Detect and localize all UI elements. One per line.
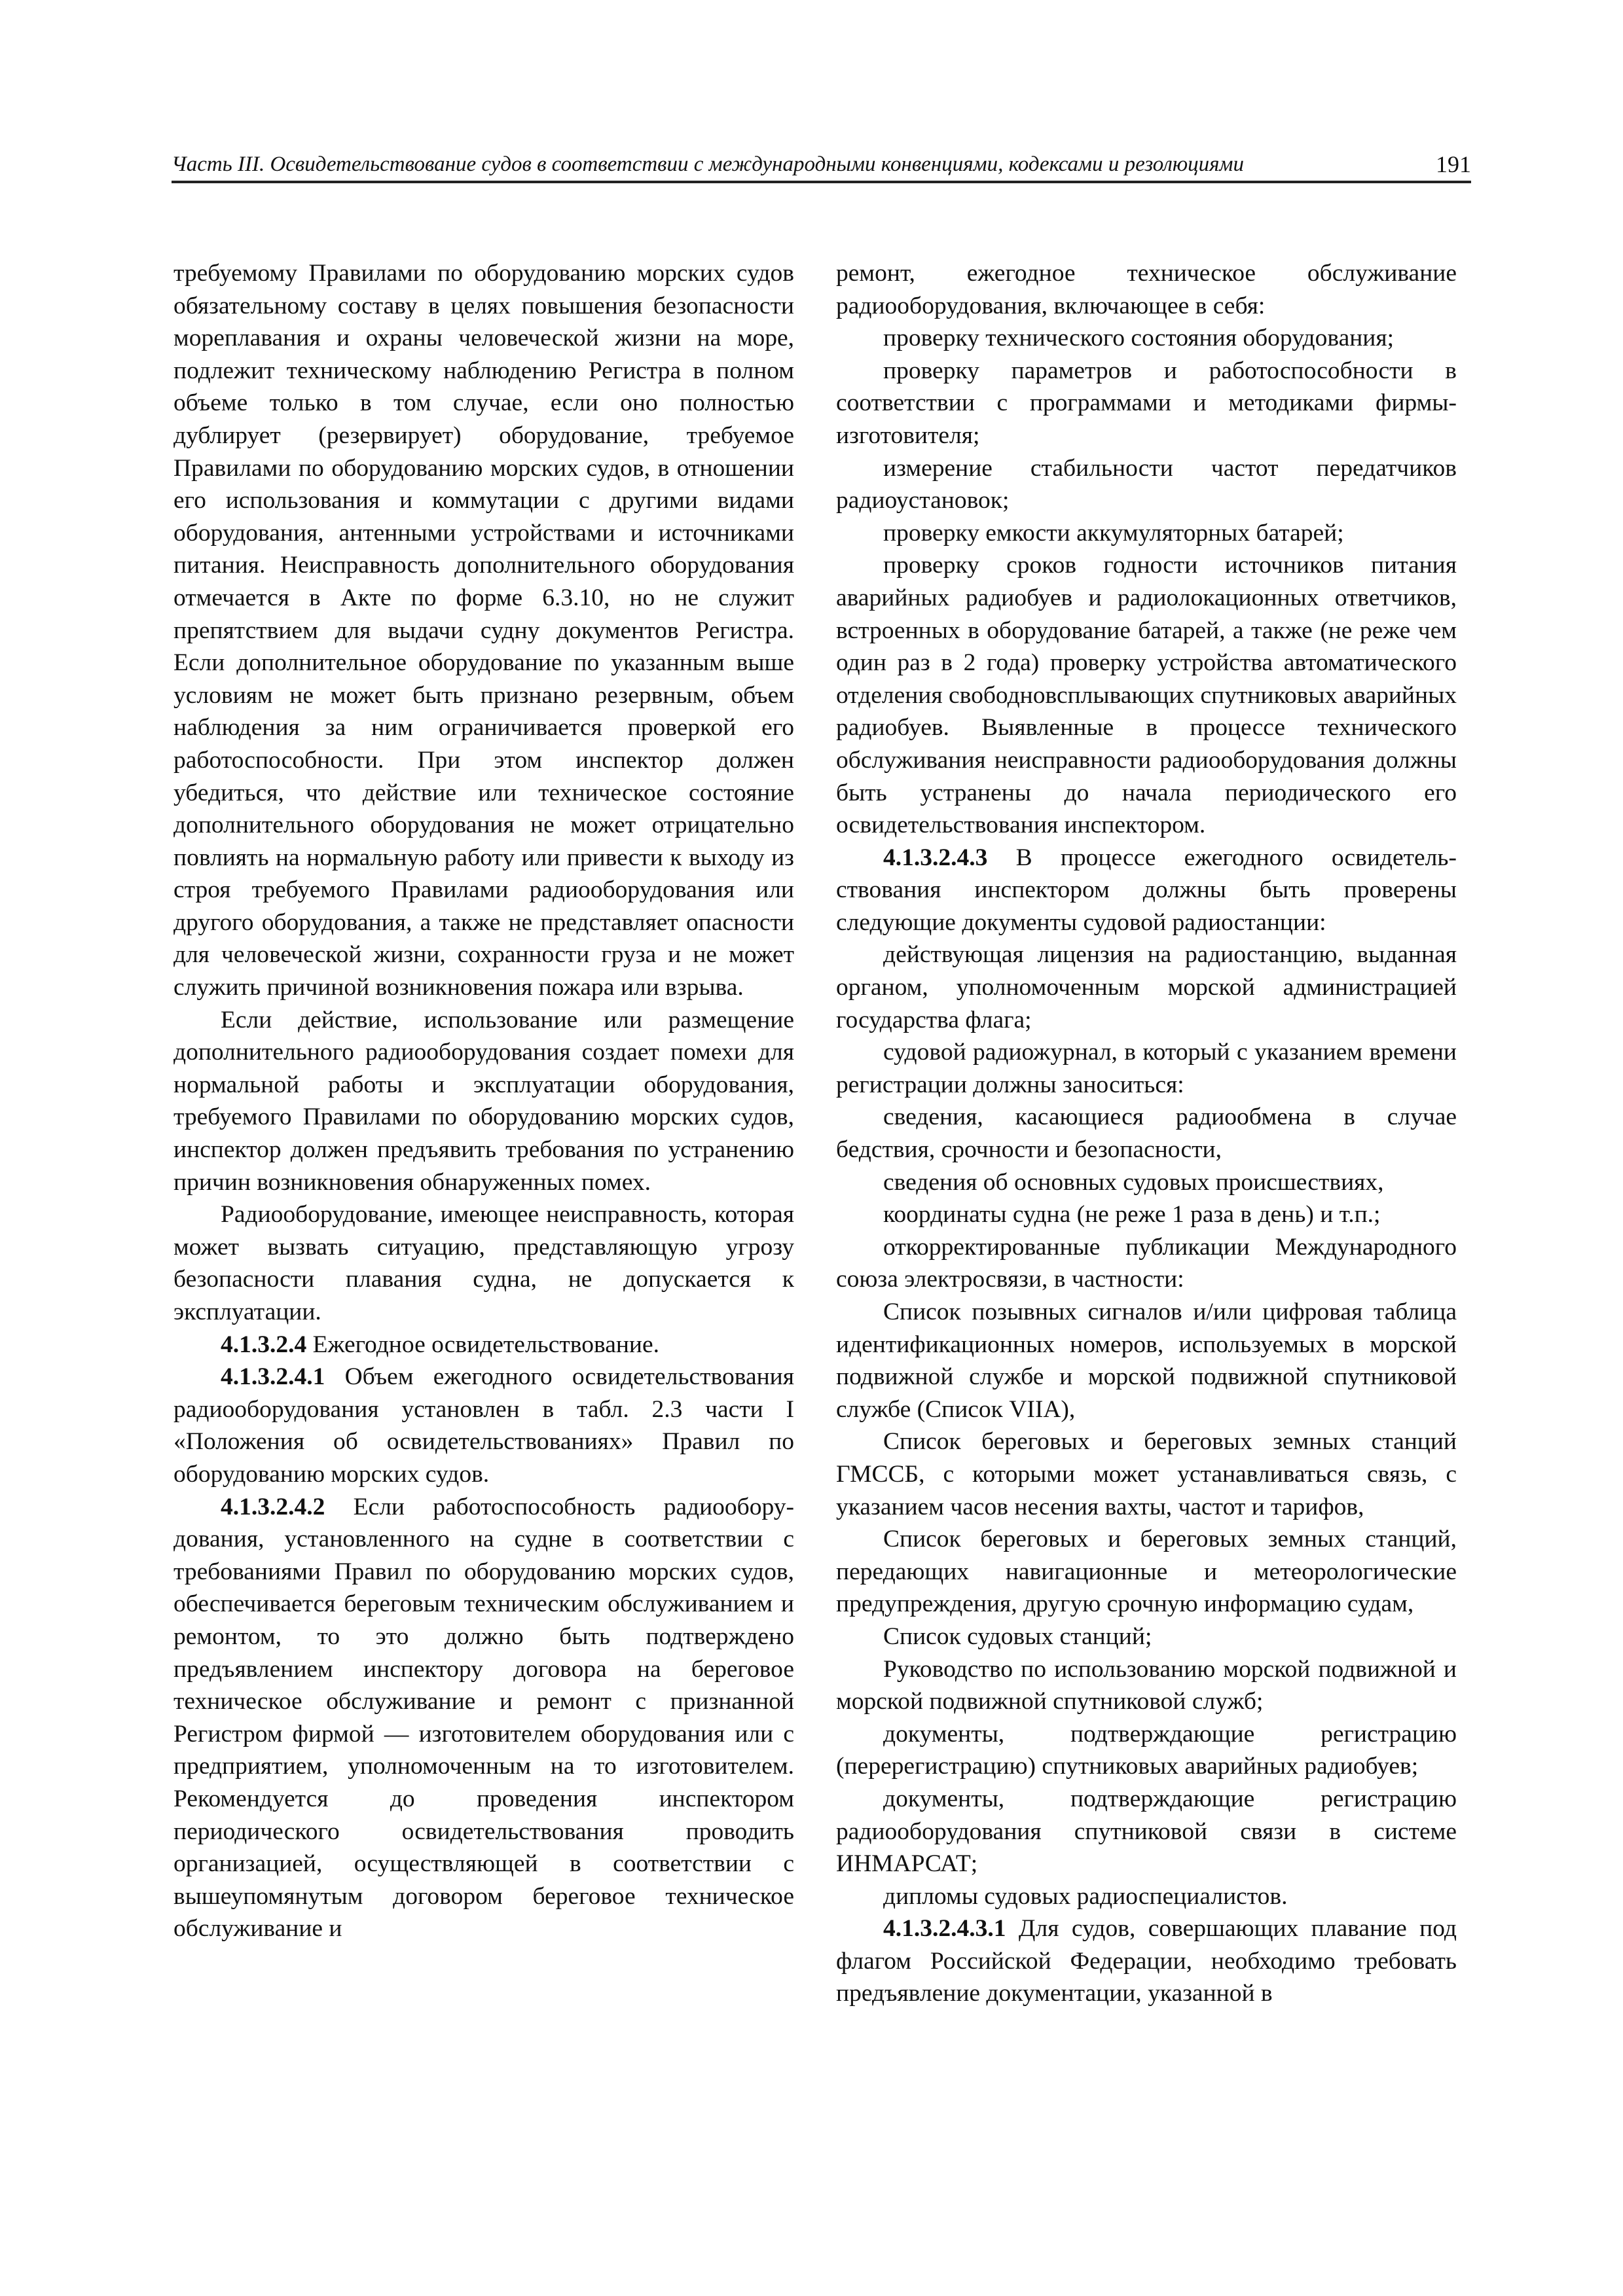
paragraph	[173, 1198, 794, 1328]
paragraph-text: проверку сроков годности источников питания аварийных радиобуев и радиолокационных ответчиков, встроенных в оборудование батарей, а также (не реже чем один раз в 2 года) проверку устройства автоматического отделения свободновсплывающих спутниковых аварийных радиобуев. Выявленные в процессе технического обслуживания неисправности радиооборудования должны быть устранены до начала периодического его освидетельствования инспектором.	[836, 552, 1457, 839]
paragraph-text: Список судовых станций;	[883, 1623, 1152, 1650]
section-number: 4.1.3.2.4.2	[221, 1493, 325, 1520]
paragraph-text: судовой радиожурнал, в который с указанием времени регистрации должны заноситься:	[836, 1039, 1457, 1098]
paragraph	[836, 1166, 1457, 1199]
section-number: 4.1.3.2.4	[221, 1331, 307, 1358]
paragraph-text: проверку параметров и работоспособности в соответствии с программами и методиками фирмы-изготовителя;	[836, 357, 1457, 449]
paragraph	[836, 1880, 1457, 1913]
paragraph	[836, 1653, 1457, 1718]
paragraph	[173, 257, 794, 1004]
paragraph	[173, 1004, 794, 1199]
paragraph-text: Список береговых и береговых земных станций, передающих навигационные и метеорологические предупреждения, другую срочную информацию судам,	[836, 1526, 1457, 1618]
paragraph	[173, 1329, 794, 1361]
paragraph	[836, 257, 1457, 322]
paragraph-text: сведения, касающиеся радиообмена в случае бедствия, срочности и безопасности,	[836, 1103, 1457, 1164]
paragraph	[836, 939, 1457, 1036]
paragraph-text: документы, подтверждающие регистрацию радиооборудования спутниковой связи в системе ИНМАРСАТ;	[836, 1785, 1457, 1878]
paragraph	[836, 1296, 1457, 1426]
paragraph	[836, 1198, 1457, 1231]
paragraph	[836, 452, 1457, 517]
section-number: 4.1.3.2.4.1	[221, 1363, 325, 1391]
paragraph-text: Список позывных сигналов и/или цифровая таблица идентификационных номеров, используемых в морской подвижной службе и морской подвижной спутниковой службе (Список VIIA),	[836, 1299, 1457, 1423]
running-header-title: Часть III. Освидетельствование судов в соответствии с международными конвенциями, кодексами и резолюциями	[172, 152, 1244, 176]
paragraph-text: Для судов, совершающих плавание под флагом Российской Федерации, необходимо требовать предъявление документации, указанной в	[836, 1915, 1457, 2007]
paragraph-text: координаты судна (не реже 1 раза в день) и т.п.;	[883, 1201, 1381, 1229]
paragraph-text: В процессе ежегодного освидетельствования инспектором должны быть проверены следующие документы судовой радиостанции:	[836, 844, 1457, 936]
paragraph	[836, 549, 1457, 841]
paragraph	[836, 1231, 1457, 1296]
paragraph-text: Список береговых и береговых земных станций ГМССБ, с которыми может устанавливаться связь, с указанием часов несения вахты, частот и тарифов,	[836, 1428, 1457, 1520]
paragraph-text: измерение стабильности частот передатчиков радиоустановок;	[836, 454, 1457, 514]
paragraph	[836, 1426, 1457, 1523]
paragraph	[173, 1491, 794, 1945]
paragraph	[836, 1101, 1457, 1166]
left-text-column	[173, 257, 794, 1945]
paragraph	[836, 1912, 1457, 2010]
paragraph	[836, 322, 1457, 355]
paragraph-text: Ежегодное освидетельствование.	[306, 1331, 660, 1358]
paragraph	[836, 1523, 1457, 1621]
paragraph-text: ремонт, ежегодное техническое обслуживание радиооборудования, включающее в себя:	[836, 260, 1457, 319]
paragraph-text: сведения об основных судовых происшествиях,	[883, 1168, 1384, 1196]
paragraph-text: Объем ежегодного освидетельствования радиооборудования установлен в табл. 2.3 части I «Положения об освидетельствованиях» Правил по оборудованию морских судов.	[173, 1363, 794, 1488]
paragraph-text: требуемому Правилами по оборудованию морских судов обязательному составу в целях повышения безопасности мореплавания и охраны человеческой жизни на море, подлежит техническому наблюдению Регистра в полном объеме только в том случае, если оно полностью дублирует (резервирует) оборудование, требуемое Правилами по оборудованию морских судов, в отношении его использования и коммутации с другими видами оборудования, антенными устройствами и источниками питания. Неисправность дополнительного оборудования отмечается в Акте по форме 6.3.10, но не служит препятствием для выдачи судну документов Регистра. Если дополнительное оборудование по указанным выше условиям не может быть признано резервным, объем наблюдения за ним ограничивается проверкой его работоспособности. При этом инспектор должен убедиться, что действие или техническое состояние дополнительного оборудования не может отрицательно повлиять на нормальную работу или привести к выходу из строя требуемого Правилами радиооборудования или другого оборудования, а также не представляет опасности для человеческой жизни, сохранности груза и не может служить причиной возникновения пожара или взрыва.	[173, 260, 794, 1001]
paragraph-text: проверку емкости аккумуляторных батарей;	[883, 519, 1344, 547]
paragraph-text: документы, подтверждающие регистрацию (перерегистрацию) спутниковых аварийных радиобуев;	[836, 1720, 1457, 1780]
paragraph-text: проверку технического состояния оборудования;	[883, 325, 1395, 352]
paragraph	[836, 355, 1457, 452]
section-number: 4.1.3.2.4.3	[883, 844, 988, 871]
section-number: 4.1.3.2.4.3.1	[883, 1915, 1006, 1943]
running-header	[172, 148, 1471, 183]
right-text-column	[836, 257, 1457, 2010]
paragraph	[836, 1718, 1457, 1783]
paragraph-text: Радиооборудование, имеющее неисправность, которая может вызвать ситуацию, представляющую угрозу безопасности плавания судна, не допускается к эксплуатации.	[173, 1201, 794, 1325]
paragraph	[836, 1621, 1457, 1653]
paragraph	[836, 517, 1457, 550]
paragraph	[836, 842, 1457, 939]
paragraph-text: Руководство по использованию морской подвижной и морской подвижной спутниковой служб;	[836, 1655, 1457, 1715]
paragraph	[173, 1361, 794, 1490]
page-number: 191	[1436, 151, 1471, 177]
paragraph-text: Если действие, использование или размещение дополнительного радиооборудования создает помехи для нормальной работы и эксплуатации оборудования, требуемого Правилами по оборудованию морских судов, инспектор должен предъявить требования по устранению причин возникновения обнаруженных помех.	[173, 1006, 794, 1196]
paragraph-text: действующая лицензия на радиостанцию, выданная органом, уполномоченным морской администрацией государства флага;	[836, 941, 1457, 1033]
paragraph	[836, 1036, 1457, 1101]
paragraph	[836, 1783, 1457, 1880]
paragraph-text: Если работоспособность радиооборудования, установленного на судне в соответствии с требованиями Правил по оборудованию морских судов, обеспечивается береговым техническим обслуживанием и ремонтом, то это должно быть подтверждено предъявлением инспектору договора на береговое техническое обслуживание и ремонт с признанной Регистром фирмой — изготовителем оборудования или с предприятием, уполномоченным на то изготовителем. Рекомендуется до проведения инспектором периодического освидетельствования проводить организацией, осуществляющей в соответствии с вышеупомянутым договором береговое техническое обслуживание и	[173, 1493, 794, 1943]
paragraph-text: дипломы судовых радиоспециалистов.	[883, 1882, 1288, 1910]
paragraph-text: откорректированные публикации Международного союза электросвязи, в частности:	[836, 1233, 1457, 1293]
